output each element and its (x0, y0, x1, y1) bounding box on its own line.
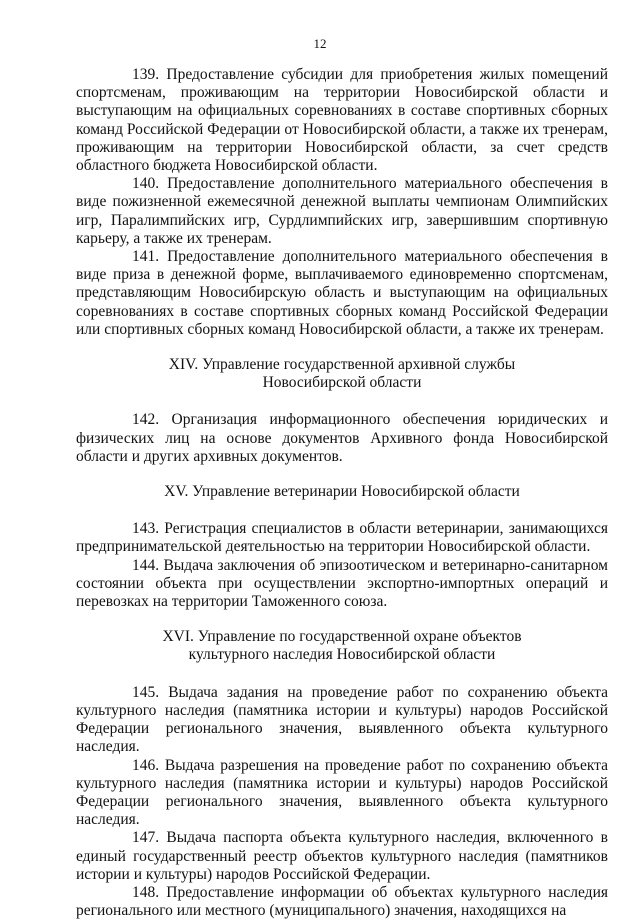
list-item: 139. Предоставление субсидии для приобретения жилых помещений спортсменам, проживающим на территории Новосибирской области и выступающим на официальных соревнованиях в составе спортивных сборных команд Российской Федерации от Новосибирской области, а также их тренерам, проживающим на территории Новосибирской области, за счет средств областного бюджета Новосибирской области. (76, 66, 608, 175)
list-item: 147. Выдача паспорта объекта культурного наследия, включенного в единый государственный реестр объектов культурного наследия (памятников истории и культуры) народов Российской Федерации. (76, 829, 608, 883)
document-body (76, 66, 608, 920)
list-item: 145. Выдача задания на проведение работ по сохранению объекта культурного наследия (памятника истории и культуры) народов Российской Федерации регионального значения, выявленного объекта культурного наследия. (76, 683, 608, 756)
page-number: 12 (313, 36, 327, 51)
section-heading-line: XV. Управление ветеринарии Новосибирской области (164, 483, 520, 501)
section-heading-line: культурного наследия Новосибирской области (188, 646, 496, 664)
list-item: 143. Регистрация специалистов в области ветеринарии, занимающихся предпринимательской деятельностью на территории Новосибирской области. (76, 520, 608, 556)
section-heading-line: XVI. Управление по государственной охране объектов (162, 628, 522, 646)
list-item: 141. Предоставление дополнительного материального обеспечения в виде приза в денежной форме, выплачиваемого единовременно спортсменам, представляющим Новосибирскую область и выступающим на официальных соревнованиях в составе спортивных сборных команд Российской Федерации или спортивных сборных команд Новосибирской области, а также их тренерам. (76, 248, 608, 338)
section-heading-line: Новосибирской области (262, 374, 422, 392)
section-heading-line: XIV. Управление государственной архивной службы (168, 356, 516, 374)
list-item: 144. Выдача заключения об эпизоотическом и ветеринарно-санитарном состоянии объекта при осуществлении экспортно-импортных операций и перевозках на территории Таможенного союза. (76, 556, 608, 611)
list-item: 142. Организация информационного обеспечения юридических и физических лиц на основе документов Архивного фонда Новосибирской области и других архивных документов. (76, 411, 608, 465)
list-item: 140. Предоставление дополнительного материального обеспечения в виде пожизненной ежемесячной денежной выплаты чемпионам Олимпийских игр, Паралимпийских игр, Сурдлимпийских игр, завершившим спортивную карьеру, а также их тренерам. (76, 175, 608, 247)
list-item: 148. Предоставление информации об объектах культурного наследия регионального или местного (муниципального) значения, находящихся на (76, 883, 608, 920)
list-item: 146. Выдача разрешения на проведение работ по сохранению объекта культурного наследия (памятника истории и культуры) народов Российской Федерации регионального значения, выявленного объекта культурного наследия. (76, 756, 608, 829)
